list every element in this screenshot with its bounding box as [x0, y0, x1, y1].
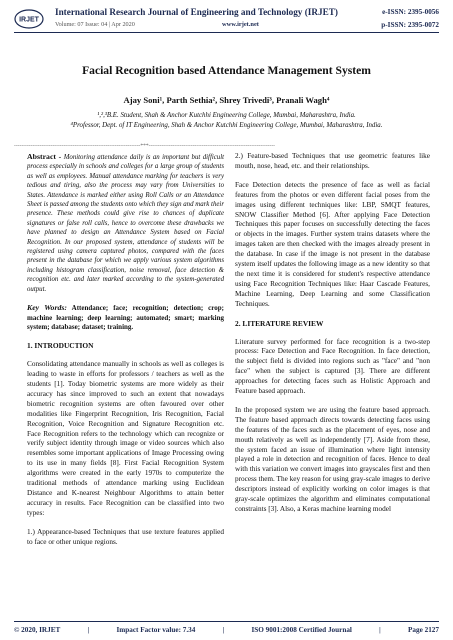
abstract [27, 152, 224, 294]
affiliation-students: ¹,²,³B.E. Student, Shah & Anchor Kutchhi Engineering College, Mumbai, Maharashtra, India. [97, 112, 356, 119]
literature-paragraph-1: Literature survey performed for face recognition is a two-step process: Face Detection and Face Recognition. In face detection, the subject field is divided into regions such as "face" and "non face" when the subject is captured [3]. There are different approaches for detecting faces such as Holistic Approach and Feature based approach. [235, 337, 430, 396]
footer-impact-factor: Impact Factor value: 7.34 [116, 626, 196, 634]
footer-divider [14, 621, 439, 622]
footer-separator: | [87, 626, 90, 634]
intro-list-item-1: 1.) Appearance-based Techniques that use texture features applied to face or other unique regions. [27, 527, 224, 546]
irjet-logo [14, 9, 44, 29]
page-footer [14, 626, 439, 634]
left-column [27, 152, 224, 557]
keywords-label: Key Words: [27, 303, 68, 313]
volume-issue: Volume: 07 Issue: 04 | Apr 2020 [55, 21, 135, 28]
affiliation-professor: ⁴Professor, Dept. of IT Engineering, Shah & Anchor Kutchhi Engineering College, Mumbai, Maharashtra, India. [70, 122, 383, 129]
journal-title: International Research Journal of Engineering and Technology (IRJET) [55, 7, 338, 17]
intro-list-item-2: 2.) Feature-based Techniques that use geometric features like mouth, nose, head, etc. and their relationships. [235, 152, 430, 170]
intro-paragraph: Consolidating attendance manually in schools as well as colleges is leading to waste in efforts for professors / teachers as well as the students [1]. Today biometric systems are more widely as their accuracy has since improved to such an extent that nowadays biometric recognition systems are often favoured over other modalities like Fingerprint Recognition, Iris Recognition, Facial Recognition, Voice Recognition and Signature Recognition etc. Face Recognition refers to the technology which can recognize or verify subject identity through image or video sources which also resembles some important applications of Image Processing owing to its use in many fields [8]. First Facial Recognition System algorithms were created in the early 1970s to computerize the traditional methods of attendance marking using Euclidean Distance and K-nearest Neighbour Algorithms to attain better accuracy in results. Face Recognition can be classified into two types: [27, 360, 224, 517]
eissn: e-ISSN: 2395-0056 [382, 8, 439, 16]
keywords-text: Attendance; face; recognition; detection; crop; machine learning; deep learning; automated; smart; marking system; database; dataset; training. [27, 304, 224, 331]
right-column [235, 152, 430, 524]
footer-separator: | [222, 626, 225, 634]
keywords [27, 303, 224, 332]
pissn: p-ISSN: 2395-0072 [381, 21, 439, 29]
section-heading-literature-review: 2. LITERATURE REVIEW [235, 318, 324, 328]
footer-separator: | [379, 626, 381, 634]
section-heading-introduction: 1. INTRODUCTION [27, 341, 94, 351]
author-list: Ajay Soni¹, Parth Sethia², Shrey Trivedi³, Pranali Wagh⁴ [123, 95, 330, 105]
abstract-text: Monitoring attendance daily is an important but difficult process especially in schools and colleges for a large group of students as well as employees. Manual attendance marking for teachers is very tedious and tiring, also the process may vary from Universities to States. Attendance is marked either using Roll Calls or an Attendance Sheet is passed among the students onto which they sign and mark their presence. These methods could give rise to chances of duplicate signatures or false roll calls, hence to overcome these drawbacks we have planned to design an Attendance System based on Facial Recognition. In our proposed system, attendance of students will be registered using camera captured photos, compared with the faces present in the database for which we apply various system algorithms including histogram classification, noise removal, face detection & recognition etc. and later marked according to the system-generated output. [27, 154, 225, 293]
footer-page-number: Page 2127 [408, 626, 439, 634]
footer-iso: ISO 9001:2008 Certified Journal [251, 626, 352, 634]
literature-paragraph-2: In the proposed system we are using the feature based approach. The feature based approach directs towards detecting faces using the features of the faces such as the placement of eyes, nose and mouth relatively as well as independently [7]. Aside from these, the system faced an issue of illumination where light intensity played a role in detection and recognition of faces. Hence to deal with this variation we convert images into grayscales first and then process them. The key reason for using gray-scale images to derive descriptors instead of explicitly working on color images is that gray-scale optimizes the algorithm and eliminates computational constraints [3]. Also, a Keras machine learning model [235, 405, 430, 513]
journal-website-link[interactable]: www.irjet.net [222, 21, 259, 28]
abstract-label: Abstract - [27, 152, 62, 161]
header-divider [14, 32, 439, 33]
paper-title: Facial Recognition based Attendance Management System [82, 64, 371, 77]
affiliations [30, 111, 423, 131]
section-separator: ---------------------------------------------------------------------***--------------------------------------------------------------------- [14, 143, 276, 149]
logo-text: IRJET [19, 16, 39, 24]
footer-copyright: © 2020, IRJET [14, 626, 61, 634]
face-detection-paragraph: Face Detection detects the presence of face as well as facial features from the photos or even different facial poses from the images using different techniques like: LBP, SMQT features, SNOW Classifier Method [6]. After applying Face Detection Techniques this paper focuses on successfully detecting the faces or objects in the images. Further system trains datasets where the images taken are then checked with the images already present in the database. In case if the image is not present in the database system itself updates the following image as a new identity so that the next time it is considered for student's respective attendance using Face Recognition Techniques like: Haar Cascade Features, Machine Learning, Deep Learning and some Classification Techniques. [235, 180, 430, 308]
